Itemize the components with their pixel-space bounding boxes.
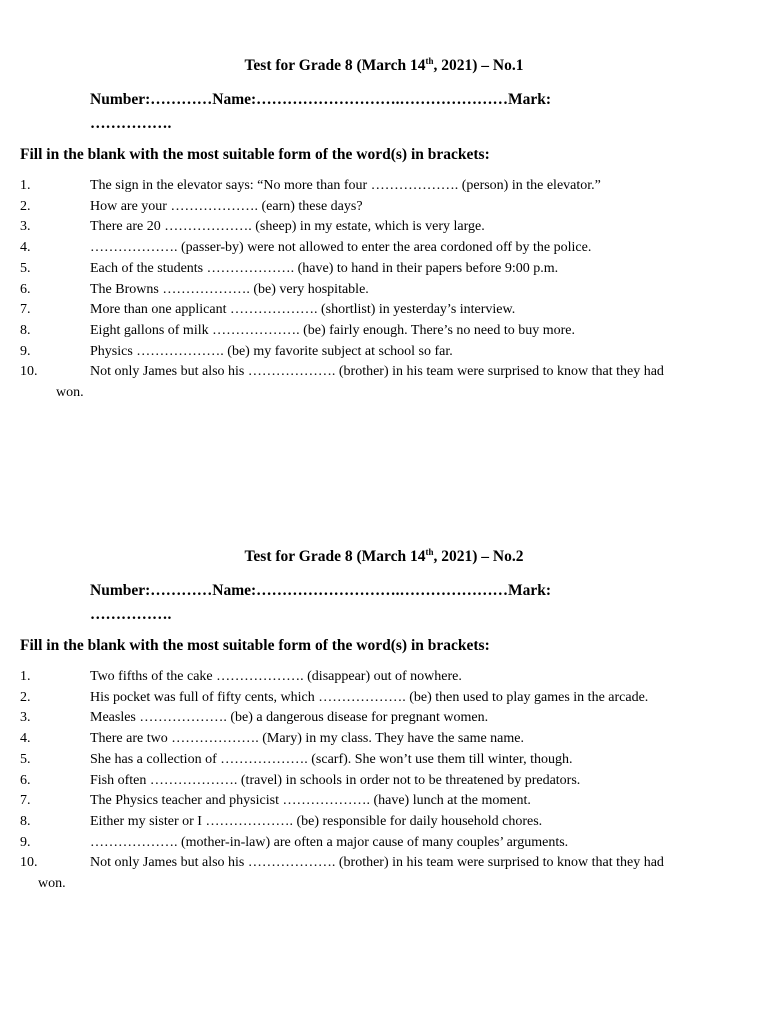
instruction: Fill in the blank with the most suitable form of the word(s) in brackets: [20, 146, 490, 163]
question-text: More than one applicant ………………. (shortlist) in yesterday’s interview. [90, 302, 516, 318]
question-text: Each of the students ………………. (have) to hand in their papers before 9:00 p.m. [90, 260, 559, 276]
title-prefix: Test for Grade 8 (March 14 [244, 57, 426, 74]
student-id-line: Number:…………Name:……………………….…………………Mark: ……………. [90, 582, 552, 623]
question-item [0, 176, 768, 197]
question-item [0, 667, 768, 688]
question-text: There are two ………………. (Mary) in my class. They have the same name. [90, 731, 524, 747]
question-number: 2. [20, 689, 31, 705]
question-number: 9. [20, 834, 31, 850]
title-ordinal-suffix: th [425, 546, 434, 557]
question-item [0, 238, 768, 259]
question-number: 9. [20, 343, 31, 359]
question-text: The Physics teacher and physicist ………………. (have) lunch at the moment. [90, 793, 531, 809]
question-text: His pocket was full of fifty cents, which ………………. (be) then used to play games in the arcade. [90, 689, 649, 705]
question-item [0, 300, 768, 321]
question-number: 8. [20, 322, 31, 338]
question-item [0, 750, 768, 771]
question-number: 6. [20, 281, 31, 297]
question-number: 8. [20, 813, 31, 829]
question-text: Not only James but also his ………………. (brother) in his team were surprised to know that they had [90, 855, 664, 871]
question-number: 1. [20, 669, 31, 684]
title-prefix: Test for Grade 8 (March 14 [244, 548, 426, 565]
question-item [0, 708, 768, 729]
question-number: 5. [20, 751, 31, 767]
question-text: There are 20 ………………. (sheep) in my estate, which is very large. [90, 219, 485, 235]
question-text: Two fifths of the cake ………………. (disappear) out of nowhere. [90, 669, 462, 684]
title-suffix: , 2021) – No.2 [433, 548, 524, 565]
question-number: 6. [20, 772, 31, 788]
title-suffix: , 2021) – No.1 [433, 57, 524, 74]
question-item [0, 362, 768, 403]
question-text-continuation: won. [56, 385, 84, 401]
question-text: ………………. (passer-by) were not allowed to enter the area cordoned off by the police. [90, 240, 592, 256]
question-number: 4. [20, 240, 31, 256]
test-section-2 [0, 546, 768, 895]
question-item [0, 321, 768, 342]
question-item [0, 771, 768, 792]
test-title [0, 546, 768, 568]
question-text: Fish often ………………. (travel) in schools in order not to be threatened by predators. [90, 772, 581, 788]
question-item [0, 812, 768, 833]
question-number: 2. [20, 198, 31, 214]
question-text: The sign in the elevator says: “No more than four ………………. (person) in the elevator.” [90, 178, 601, 193]
student-id-line: Number:…………Name:……………………….…………………Mark: ……………. [90, 91, 552, 132]
title-ordinal-suffix: th [425, 55, 434, 66]
question-text: Either my sister or I ………………. (be) responsible for daily household chores. [90, 813, 543, 829]
question-number: 7. [20, 793, 31, 809]
question-number: 10. [20, 855, 38, 871]
question-text: Measles ………………. (be) a dangerous disease for pregnant women. [90, 710, 489, 726]
question-item [0, 729, 768, 750]
question-item [0, 342, 768, 363]
question-text: How are your ………………. (earn) these days? [90, 198, 363, 214]
question-item [0, 853, 768, 894]
question-text: ………………. (mother-in-law) are often a major cause of many couples’ arguments. [90, 834, 569, 850]
question-item [0, 280, 768, 301]
question-list [0, 667, 768, 895]
test-section-1 [0, 55, 768, 404]
question-number: 5. [20, 260, 31, 276]
question-text: Physics ………………. (be) my favorite subject at school so far. [90, 343, 453, 359]
question-text: Not only James but also his ………………. (brother) in his team were surprised to know that they had [90, 364, 664, 380]
question-text: Eight gallons of milk ………………. (be) fairly enough. There’s no need to buy more. [90, 322, 575, 338]
question-number: 10. [20, 364, 38, 380]
question-item [0, 197, 768, 218]
question-text: She has a collection of ………………. (scarf). She won’t use them till winter, though. [90, 751, 573, 767]
question-number: 1. [20, 178, 31, 193]
question-text-continuation: won. [38, 876, 66, 892]
question-number: 3. [20, 710, 31, 726]
question-number: 3. [20, 219, 31, 235]
instruction: Fill in the blank with the most suitable form of the word(s) in brackets: [20, 637, 490, 654]
question-item [0, 259, 768, 280]
question-item [0, 217, 768, 238]
question-number: 7. [20, 302, 31, 318]
test-title [0, 55, 768, 77]
question-item [0, 833, 768, 854]
question-number: 4. [20, 731, 31, 747]
question-item [0, 791, 768, 812]
question-list [0, 176, 768, 404]
question-text: The Browns ………………. (be) very hospitable. [90, 281, 369, 297]
question-item [0, 688, 768, 709]
